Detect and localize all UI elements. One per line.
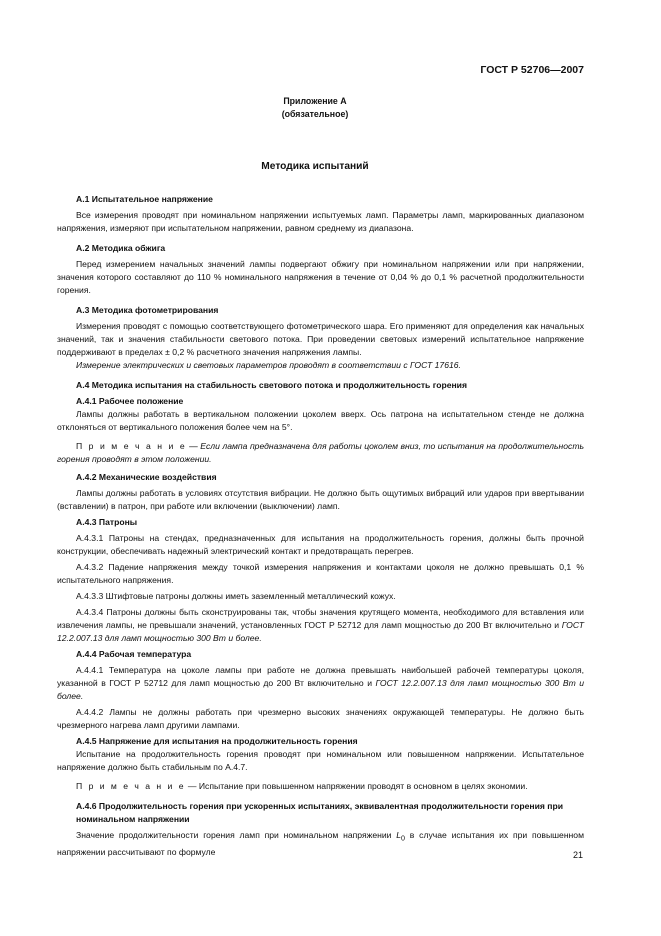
section-a431-paragraph: А.4.3.1 Патроны на стендах, предназначенных для испытания на продолжительность горения, должны быть прочной конструкции, обеспечивать надежный электрический контакт и предотвращать перегрев. [57, 533, 584, 556]
section-a433-paragraph: А.4.3.3 Штифтовые патроны должны иметь заземленный металлический кожух. [76, 591, 396, 601]
a46-text: Значение продолжительности горения ламп при номинальном напряжении [76, 830, 397, 840]
section-a42-paragraph: Лампы должны работать в условиях отсутствия вибрации. Не должно быть ощутимых вибраций или ударов при ввертывании (вставлении) в патрон, при работе или включении (выключении) ламп. [57, 488, 584, 511]
section-a3-heading: А.3 Методика фотометрирования [76, 305, 219, 315]
section-a45-paragraph: Испытание на продолжительность горения проводят при номинальном или повышенном напряжении. Испытательное напряжение должно быть стабильным по А.4.7. [57, 749, 584, 772]
note-text: — Если лампа предназначена для работы цоколем вниз, то испытания на продолжительность горения проводят в этом положении. [57, 441, 585, 464]
section-a434-paragraph [57, 606, 584, 645]
section-a43-heading: А.4.3 Патроны [76, 517, 138, 527]
section-a1-heading: А.1 Испытательное напряжение [76, 194, 213, 204]
section-a41-paragraph: Лампы должны работать в вертикальном положении цоколем вверх. Ось патрона на испытательном стенде не должна отклоняться от вертикального положения более чем на 5°. [57, 409, 584, 432]
section-a41-heading: А.4.1 Рабочее положение [76, 396, 184, 406]
note-text: — Испытание при повышенном напряжении проводят в основном в целях экономии. [185, 781, 528, 791]
section-a3-paragraph-2: Измерение электрических и световых параметров проводят в соответствии с ГОСТ 17616. [76, 360, 461, 370]
note-label: П р и м е ч а н и е [76, 781, 186, 791]
section-a41-note [57, 440, 584, 466]
document-body [57, 193, 584, 859]
section-a441-paragraph [57, 664, 584, 703]
formula-symbol-l: L [396, 830, 402, 840]
section-a45-heading: А.4.5 Напряжение для испытания на продолжительность горения [76, 736, 358, 746]
section-a44-heading: А.4.4 Рабочая температура [76, 649, 192, 659]
formula-subscript: 0 [401, 834, 406, 843]
a441-italic-text: ГОСТ 12.2.007.13 для ламп мощностью 300 Вт и более. [57, 678, 585, 701]
a434-italic-text: ГОСТ 12.2.007.13 для ламп мощностью 300 Вт и более. [57, 620, 584, 643]
document-title: Методика испытаний [261, 161, 369, 172]
a434-text: А.4.3.4 Патроны должны быть сконструированы так, чтобы значения крутящего момента, необходимого для вставления или извлечения лампы, не превышали значений, установленных ГОСТ Р 52712 для ламп мощностью до 200 Вт включительно и [57, 607, 584, 630]
a46-text-end: в случае испытания их при повышенном напряжении рассчитывают по формуле [57, 830, 584, 857]
a441-text: А.4.4.1 Температура на цоколе лампы при работе не должна превышать наибольшей рабочей температуры цоколя, указанной в ГОСТ Р 52712 для ламп мощностью до 200 Вт включительно и [57, 665, 584, 688]
section-a442-paragraph: А.4.4.2 Лампы не должны работать при чрезмерно высоких значениях окружающей температуры. Не должно быть чрезмерного нагрева ламп другими лампами. [57, 707, 584, 730]
appendix-title: Приложение А [283, 96, 347, 106]
section-a2-heading: А.2 Методика обжига [76, 243, 166, 253]
section-a45-note [57, 780, 584, 793]
section-a46-heading: А.4.6 Продолжительность горения при ускоренных испытаниях, эквивалентная продолжительности горения при номинальном напряжении [76, 801, 564, 824]
section-a1-paragraph: Все измерения проводят при номинальном напряжении испытуемых ламп. Параметры ламп, маркированных диапазоном напряжения, измеряют при испытательном напряжении, равном среднему из диапазона. [57, 210, 584, 233]
appendix-status: (обязательное) [281, 109, 349, 119]
section-a4-heading: А.4 Методика испытания на стабильность светового потока и продолжительность горения [76, 380, 467, 390]
section-a3-paragraph: Измерения проводят с помощью соответствующего фотометрического шара. Его применяют для определения как начальных значений, так и значения стабильности светового потока. При проведении световых измерений испытательное напряжение поддерживают в пределах ± 0,2 % расчетного значения напряжения лампы. [57, 321, 584, 357]
appendix-block [0, 95, 630, 121]
section-a2-paragraph: Перед измерением начальных значений лампы подвергают обжигу при номинальном напряжении или при напряжении, значения которого составляют до 110 % номинального напряжения в течение от 0,04 % до 0,1 % расчетной продолжительности горения. [57, 259, 584, 295]
section-a432-paragraph: А.4.3.2 Падение напряжения между точкой измерения напряжения и контактами цоколя не должно превышать 0,1 % испытательного напряжения. [57, 562, 584, 585]
section-a42-heading: А.4.2 Механические воздействия [76, 472, 217, 482]
section-a46-paragraph [57, 829, 584, 859]
page-number: 21 [572, 850, 583, 860]
standard-code: ГОСТ Р 52706—2007 [480, 64, 584, 76]
note-label: П р и м е ч а н и е [76, 441, 187, 451]
